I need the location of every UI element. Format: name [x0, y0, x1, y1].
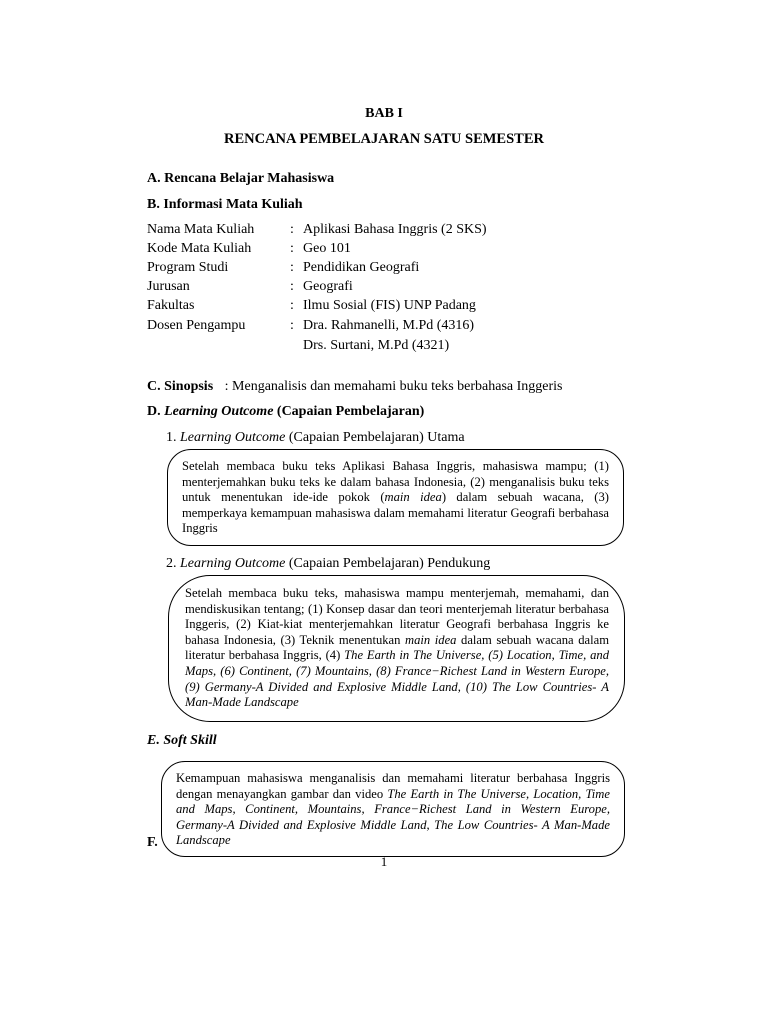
outcome-2-title [166, 556, 490, 572]
item-number: 1. [166, 430, 177, 445]
info-value: Geografi [303, 279, 353, 294]
outcome-2-text [185, 586, 609, 711]
text-part: ) dalam sebuah wacana, (3) memperkaya kemampuan mahasiswa dalam memahami literatur Geografi berbahasa Inggris [182, 490, 609, 536]
info-value: Pendidikan Geografi [303, 260, 420, 275]
page-title: RENCANA PEMBELAJARAN SATU SEMESTER [224, 131, 544, 147]
outcome-1-text [182, 459, 609, 537]
info-colon: : [290, 260, 294, 275]
info-colon: : [290, 222, 294, 237]
section-c [147, 379, 563, 395]
info-value: Dra. Rahmanelli, M.Pd (4316) [303, 318, 475, 333]
chapter-label: BAB I [365, 106, 403, 121]
section-f-heading: F. [147, 835, 158, 850]
section-c-heading: C. Sinopsis [147, 379, 214, 394]
info-label: Jurusan [147, 279, 190, 294]
item-rest: (Capaian Pembelajaran) Pendukung [288, 556, 491, 571]
info-value: Aplikasi Bahasa Inggris (2 SKS) [303, 222, 487, 237]
text-part: Setelah membaca buku teks, mahasiswa mampu menterjemah, memahami, dan mendiskusikan tentang; (1) Konsep dasar dan teori menterjemah literatur berbahasa Inggeris, (2) Kiat-kiat menterjemahkan literatur Geografi berbahasa Inggris ke bahasa Indonesia, (3) Teknik menentukan [185, 586, 609, 647]
info-label: Fakultas [147, 298, 195, 313]
outcome-1-title [166, 430, 465, 446]
info-colon: : [290, 241, 294, 256]
synopsis-text: : Menganalisis dan memahami buku teks berbahasa Inggeris [224, 379, 563, 394]
text-part: Kemampuan mahasiswa menganalisis dan memahami literatur berbahasa Inggris dengan menayangkan gambar dan video [176, 771, 610, 801]
page-number: 1 [380, 854, 388, 869]
text-italic: main idea [384, 490, 442, 505]
section-d-heading [147, 404, 424, 420]
text-part: dalam sebuah wacana dalam literatur berbahasa Inggris, (4) [185, 632, 609, 663]
item-italic: Learning Outcome [180, 430, 286, 445]
item-rest: (Capaian Pembelajaran) Utama [288, 430, 465, 445]
soft-skill-box [161, 761, 625, 857]
info-value: Ilmu Sosial (FIS) UNP Padang [303, 298, 476, 313]
info-colon: : [290, 318, 294, 333]
outcome-2-box [168, 575, 625, 722]
text-italic: main idea [405, 632, 457, 647]
info-label: Nama Mata Kuliah [147, 222, 255, 237]
item-number: 2. [166, 556, 177, 571]
section-d-italic: Learning Outcome [164, 404, 274, 419]
info-label: Kode Mata Kuliah [147, 241, 252, 256]
info-colon: : [290, 279, 294, 294]
text-italic: The Earth in The Universe, (5) Location, Time, and Maps, (6) Continent, (7) Mountains, (8) France−Richest Land in Western Europe, (9) Germany-A Divided and Explosive Middle Land, (10) The Low Countries- A Man-Made Landscape [185, 648, 609, 710]
info-label: Program Studi [147, 260, 229, 275]
section-e-heading: E. Soft Skill [147, 733, 217, 748]
soft-skill-text [176, 771, 610, 849]
text-italic: The Earth in The Universe, Location, Time and Maps, Continent, Mountains, France−Richest Land in Western Europe, Germany-A Divided and Explosive Middle Land, The Low Countries- A Man-Made Landscape [176, 786, 610, 848]
section-b-heading: B. Informasi Mata Kuliah [147, 197, 303, 212]
section-d-prefix: D. [147, 404, 161, 419]
info-label: Dosen Pengampu [147, 318, 246, 333]
text-part: Setelah membaca buku teks Aplikasi Bahasa Inggris, mahasiswa mampu; (1) menterjemahkan buku teks ke dalam bahasa Indonesia, (2) menganalisis buku teks untuk menentukan ide-ide pokok ( [182, 459, 609, 505]
info-value: Drs. Surtani, M.Pd (4321) [303, 338, 450, 353]
info-value: Geo 101 [303, 241, 351, 256]
section-d-rest: (Capaian Pembelajaran) [276, 404, 425, 419]
item-italic: Learning Outcome [180, 556, 286, 571]
section-a-heading: A. Rencana Belajar Mahasiswa [147, 171, 335, 186]
info-colon: : [290, 298, 294, 313]
outcome-1-box [167, 449, 624, 546]
